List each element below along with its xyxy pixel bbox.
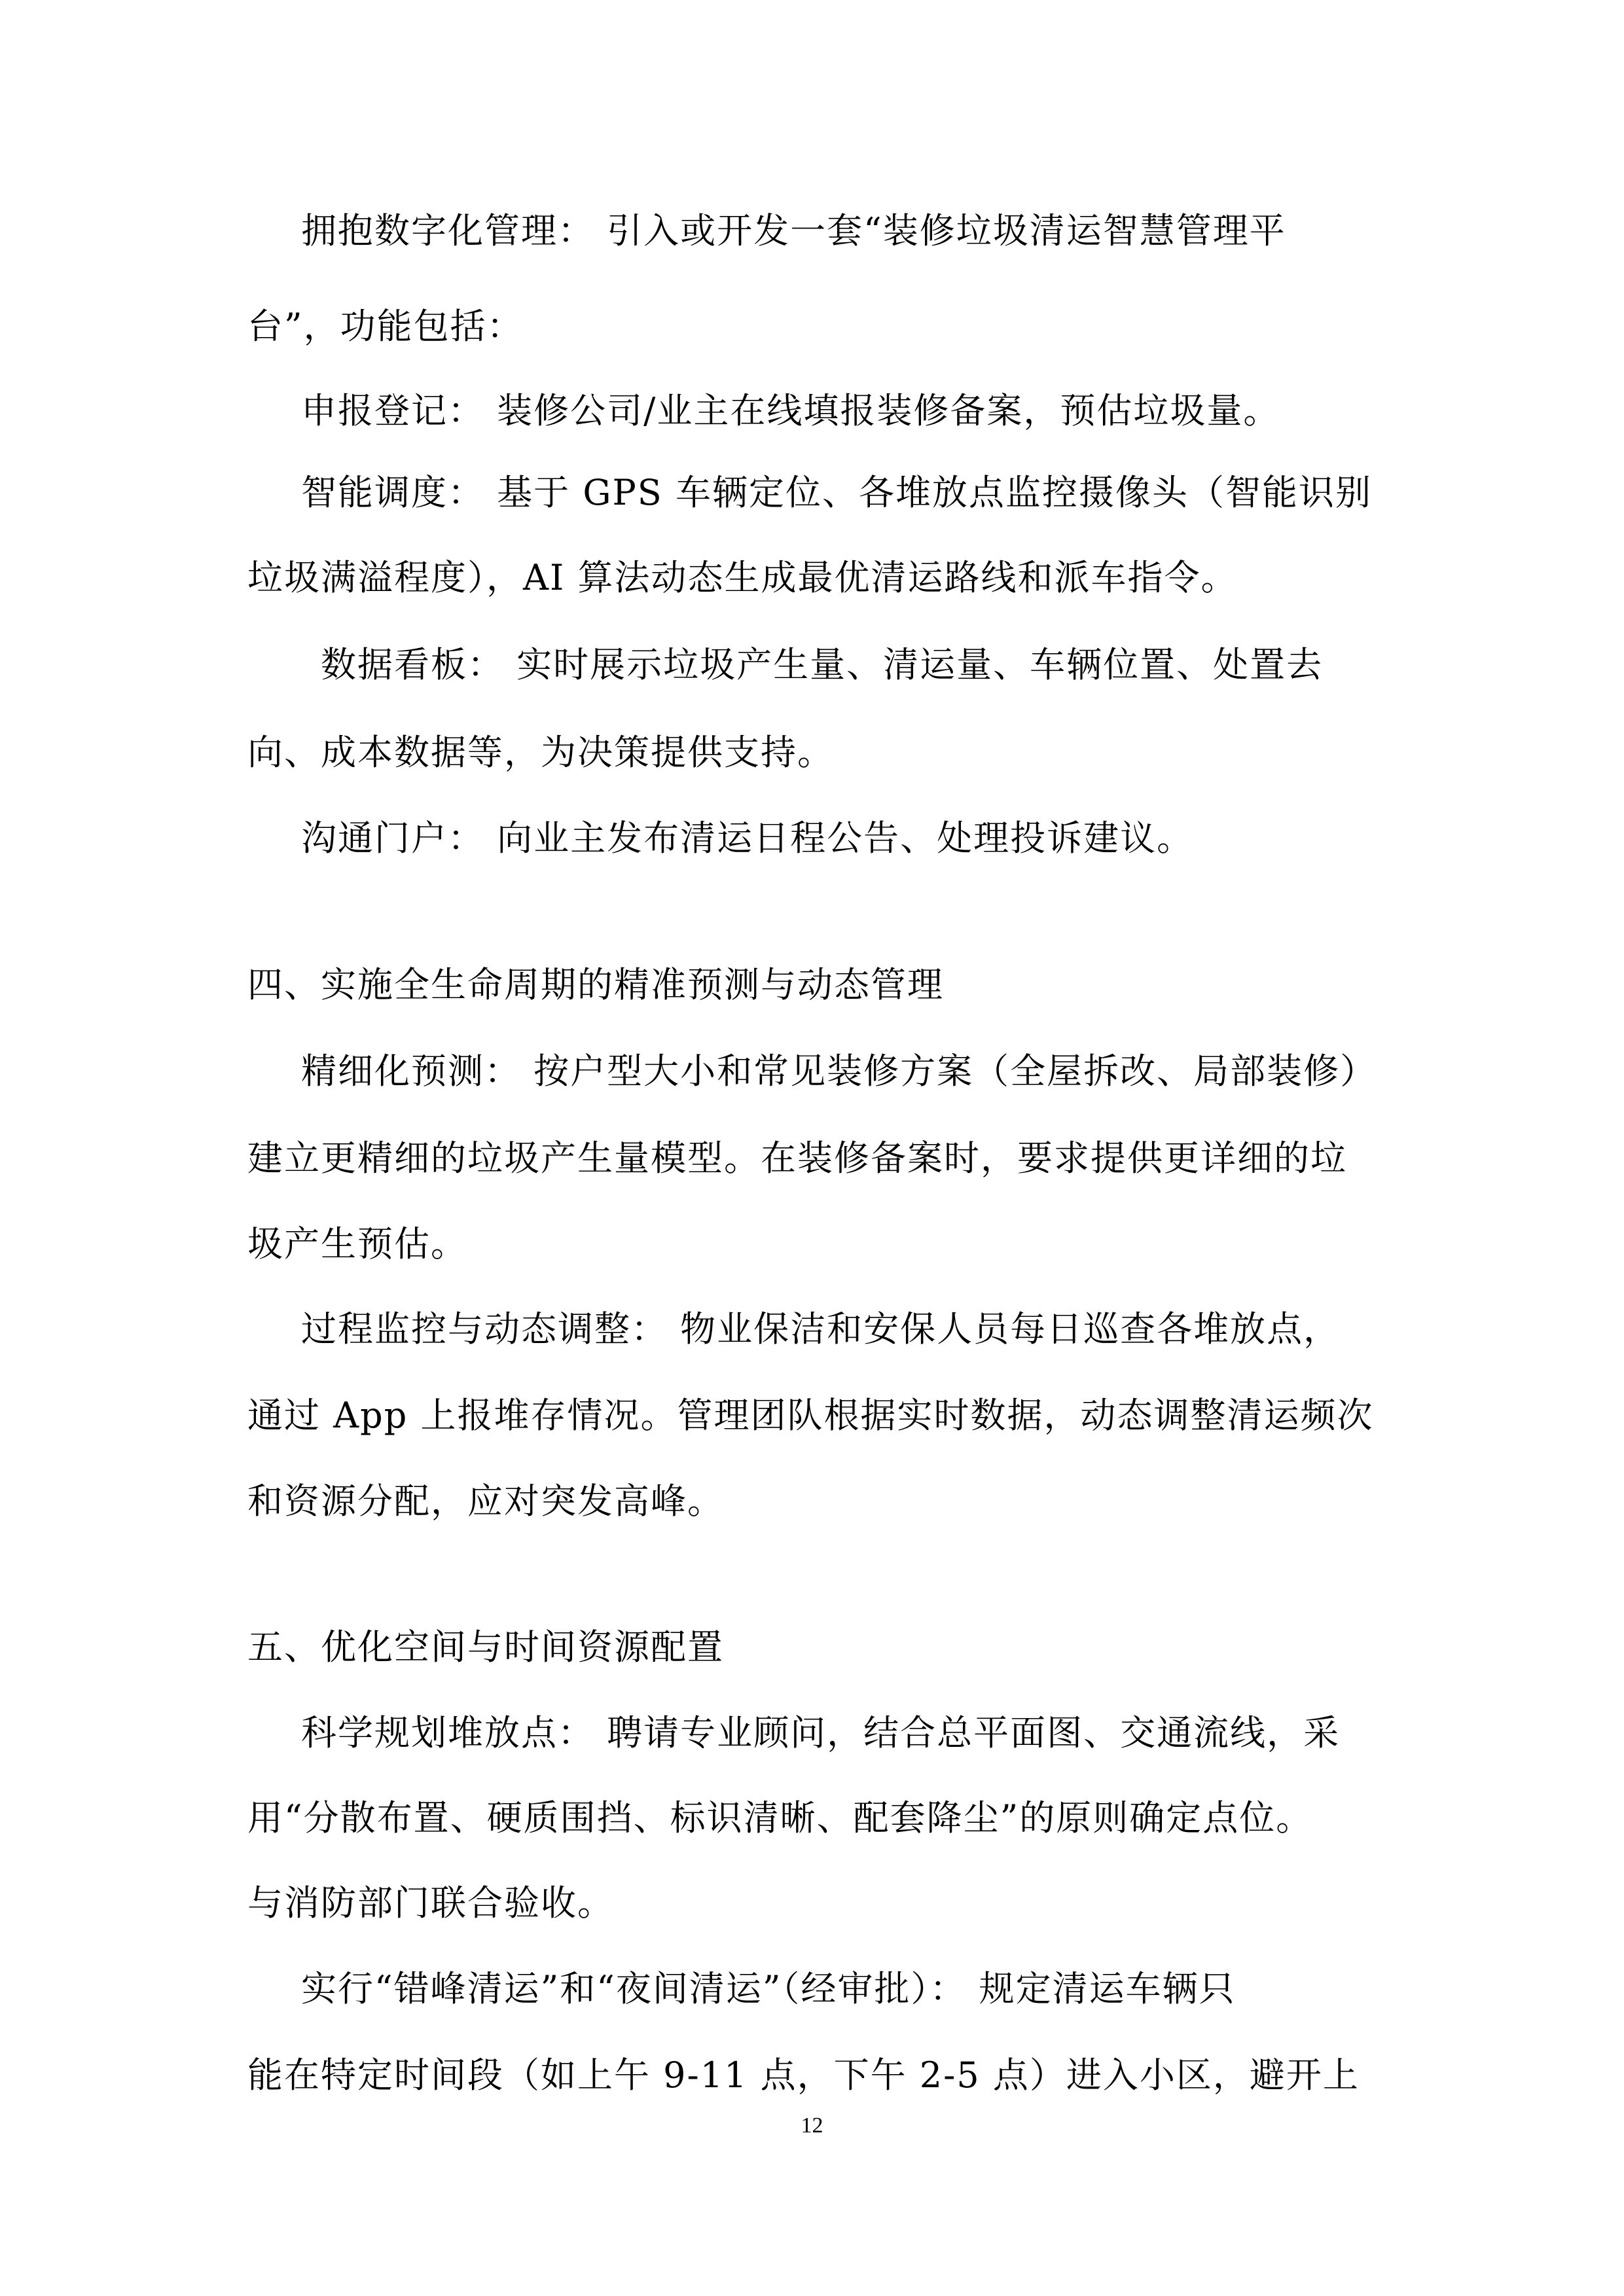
- paragraph-smart-dispatch-line-1: 智能调度： 基于 GPS 车辆定位、各堆放点监控摄像头（智能识别: [301, 472, 1372, 513]
- paragraph-communication-portal: 沟通门户： 向业主发布清运日程公告、处理投诉建议。: [301, 817, 1194, 859]
- paragraph-fine-prediction-line-3: 圾产生预估。: [247, 1223, 467, 1265]
- paragraph-off-peak-line-1: 实行“错峰清运”和“夜间清运”（经审批）： 规定清运车辆只: [301, 1968, 1236, 2009]
- paragraph-process-monitoring-line-2: 通过 App 上报堆存情况。管理团队根据实时数据，动态调整清运频次: [247, 1395, 1374, 1436]
- page-number: 12: [801, 2113, 823, 2138]
- paragraph-dashboard-line-2: 向、成本数据等，为决策提供支持。: [247, 732, 834, 773]
- paragraph-registration: 申报登记： 装修公司/业主在线填报装修备案，预估垃圾量。: [301, 390, 1280, 431]
- paragraph-digital-management-line-2: 台”，功能包括：: [247, 306, 524, 347]
- paragraph-process-monitoring-line-3: 和资源分配，应对突发高峰。: [247, 1480, 724, 1522]
- paragraph-fine-prediction-line-1: 精细化预测： 按户型大小和常见装修方案（全屋拆改、局部装修）: [301, 1050, 1377, 1092]
- paragraph-fine-prediction-line-2: 建立更精细的垃圾产生量模型。在装修备案时，要求提供更详细的垃: [247, 1138, 1347, 1179]
- paragraph-dashboard-line-1: 数据看板： 实时展示垃圾产生量、清运量、车辆位置、处置去: [321, 644, 1324, 685]
- paragraph-off-peak-line-2: 能在特定时间段（如上午 9-11 点，下午 2-5 点）进入小区，避开上: [247, 2054, 1360, 2096]
- paragraph-digital-management-line-1: 拥抱数字化管理： 引入或开发一套“装修垃圾清运智慧管理平: [301, 210, 1286, 251]
- paragraph-stacking-points-line-1: 科学规划堆放点： 聘请专业顾问，结合总平面图、交通流线，采: [301, 1712, 1341, 1753]
- section-heading-4: 四、实施全生命周期的精准预测与动态管理: [247, 964, 944, 1005]
- paragraph-process-monitoring-line-1: 过程监控与动态调整： 物业保洁和安保人员每日巡查各堆放点，: [301, 1308, 1341, 1350]
- paragraph-smart-dispatch-line-2: 垃圾满溢程度），AI 算法动态生成最优清运路线和派车指令。: [247, 557, 1238, 598]
- section-heading-5: 五、优化空间与时间资源配置: [247, 1626, 724, 1668]
- paragraph-stacking-points-line-3: 与消防部门联合验收。: [247, 1882, 614, 1924]
- paragraph-stacking-points-line-2: 用“分散布置、硬质围挡、标识清晰、配套降尘”的原则确定点位。: [247, 1797, 1313, 1839]
